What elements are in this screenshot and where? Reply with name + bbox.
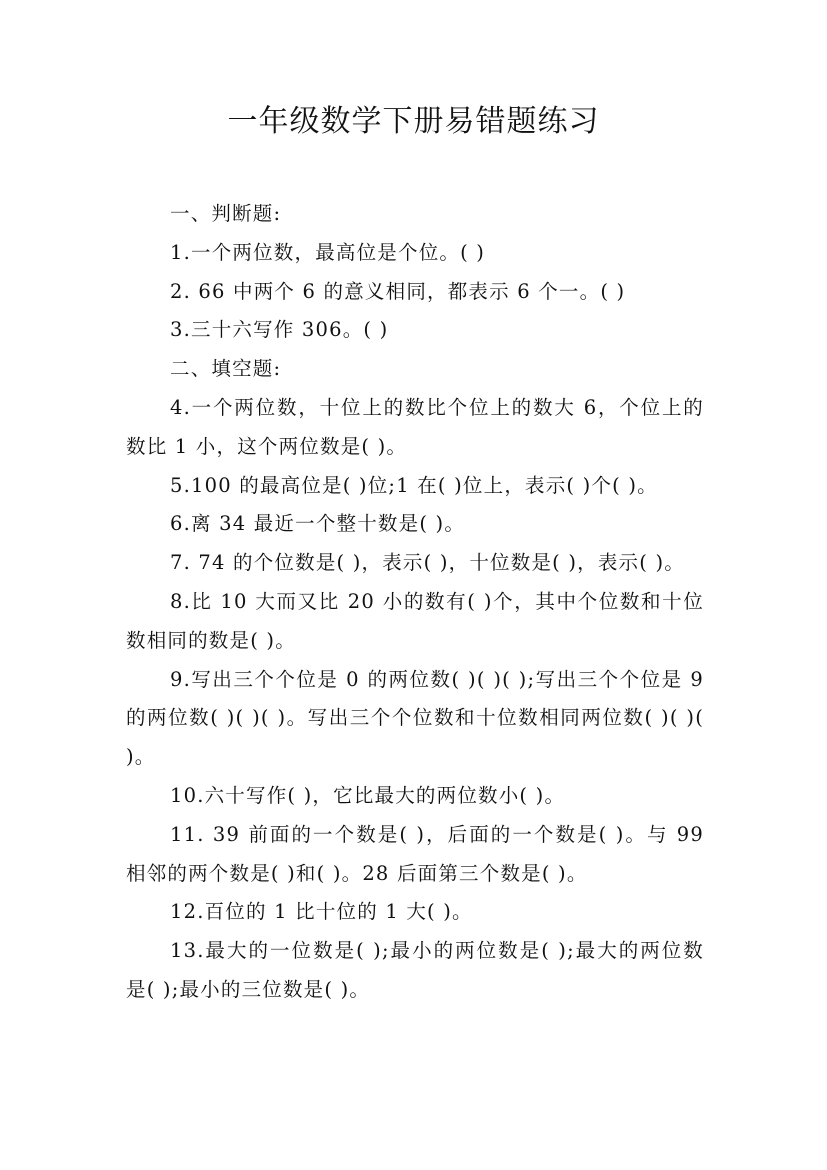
document-body [126, 195, 704, 1010]
section-heading-fill-blank: 二、填空题: [170, 357, 282, 381]
question-3: 3.三十六写作 306。( ) [170, 318, 389, 342]
question-1: 1.一个两位数，最高位是个位。( ) [170, 240, 486, 264]
section-heading-judgement: 一、判断题: [170, 202, 282, 225]
document-title: 一年级数学下册易错题练习 [227, 104, 600, 139]
question-10: 10.六十写作( )，它比最大的两位数小( )。 [170, 783, 566, 807]
question-4: 4.一个两位数，十位上的数比个位上的数大 6，个位上的数比 1 小，这个两位数是( )。 [126, 395, 704, 458]
question-5: 5.100 的最高位是( )位;1 在( )位上，表示( )个( )。 [170, 473, 658, 497]
question-13: 13.最大的一位数是( );最小的两位数是( );最大的两位数是( );最小的三位数是( )。 [126, 939, 704, 1001]
question-8: 8.比 10 大而又比 20 小的数有( )个，其中个位数和十位数相同的数是( )。 [126, 589, 704, 652]
question-11: 11. 39 前面的一个数是( )，后面的一个数是( )。与 99 相邻的两个数是( )和( )。28 后面第三个数是( )。 [126, 822, 704, 885]
question-6: 6.离 34 最近一个整十数是( )。 [170, 512, 466, 536]
question-2: 2. 66 中两个 6 的意义相同，都表示 6 个一。( ) [170, 279, 626, 303]
question-7: 7. 74 的个位数是( )，表示( )，十位数是( )，表示( )。 [170, 551, 685, 575]
question-9: 9.写出三个个位是 0 的两位数( )( )( );写出三个个位是 9 的两位数( )( )( )。写出三个个位数和十位数相同两位数( )( )( )。 [126, 667, 704, 769]
question-12: 12.百位的 1 比十位的 1 大( )。 [170, 900, 473, 924]
